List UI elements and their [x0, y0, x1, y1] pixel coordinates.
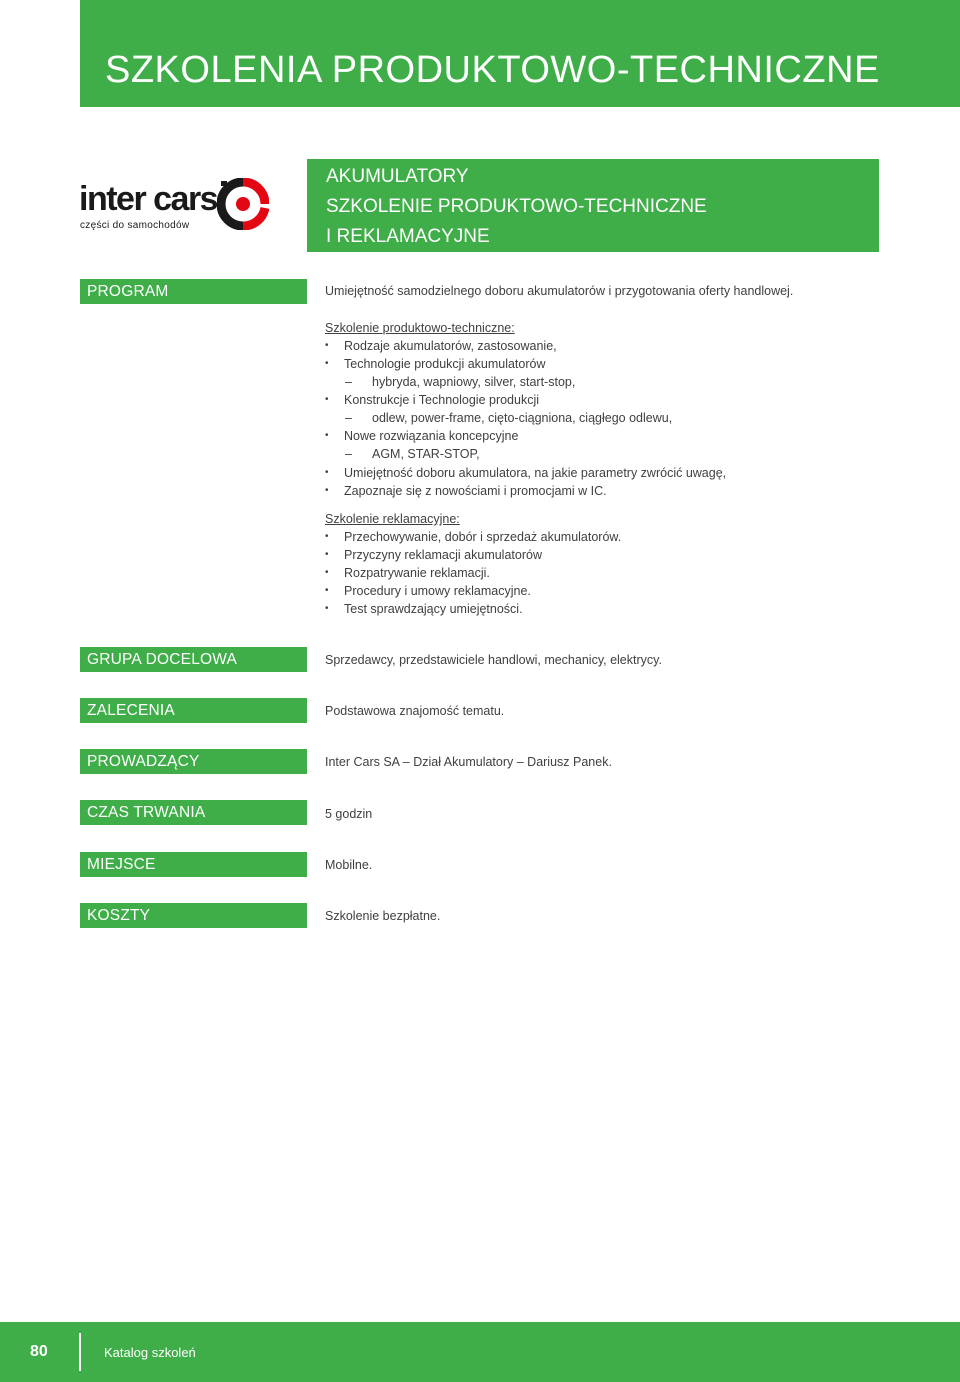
label-location-text: MIEJSCE — [87, 856, 156, 873]
value-target-group: Sprzedawcy, przedstawiciele handlowi, mechanicy, elektrycy. — [325, 653, 662, 667]
bullet-icon: • — [325, 358, 329, 369]
label-costs-text: KOSZTY — [87, 907, 151, 924]
label-costs — [80, 903, 307, 928]
list-item: Technologie produkcji akumulatorów — [344, 357, 546, 371]
inter-cars-logo — [79, 178, 279, 234]
label-program-text: PROGRAM — [87, 283, 169, 300]
page-title: SZKOLENIA PRODUKTOWO-TECHNICZNE — [105, 49, 880, 91]
list-subitem: AGM, STAR-STOP, — [372, 447, 480, 461]
section-heading-complaints: Szkolenie reklamacyjne: — [325, 512, 460, 526]
value-duration: 5 godzin — [325, 807, 373, 821]
bullet-icon: • — [325, 430, 329, 441]
list-item: Nowe rozwiązania koncepcyjne — [344, 429, 519, 443]
list-item: Przechowywanie, dobór i sprzedaż akumulatorów. — [344, 530, 622, 544]
bullet-icon: • — [325, 567, 329, 578]
label-trainer — [80, 749, 307, 774]
inter-cars-logo-icon — [217, 178, 269, 230]
bullet-icon: • — [325, 394, 329, 405]
list-item: Zapoznaje się z nowościami i promocjami w IC. — [344, 484, 607, 498]
list-item: Rozpatrywanie reklamacji. — [344, 566, 490, 580]
logo-wordmark: inter cars — [79, 180, 218, 218]
value-costs: Szkolenie bezpłatne. — [325, 909, 441, 923]
list-item: Test sprawdzający umiejętności. — [344, 602, 523, 616]
bullet-icon: • — [325, 531, 329, 542]
footer-label: Katalog szkoleń — [104, 1345, 196, 1360]
program-intro: Umiejętność samodzielnego doboru akumulatorów i przygotowania oferty handlowej. — [325, 284, 794, 298]
label-target-group-text: GRUPA DOCELOWA — [87, 651, 238, 668]
list-item: Umiejętność doboru akumulatora, na jakie parametry zwrócić uwagę, — [344, 466, 727, 480]
label-location — [80, 852, 307, 877]
label-duration — [80, 800, 307, 825]
bullet-icon: • — [325, 549, 329, 560]
bullet-icon: • — [325, 340, 329, 351]
section-heading-technical: Szkolenie produktowo-techniczne: — [325, 321, 515, 335]
dash-icon: – — [345, 447, 352, 461]
course-title-line-2: SZKOLENIE PRODUKTOWO-TECHNICZNE — [326, 196, 707, 217]
list-subitem: odlew, power-frame, cięto-ciągniona, ciągłego odlewu, — [372, 411, 673, 425]
dash-icon: – — [345, 411, 352, 425]
value-trainer: Inter Cars SA – Dział Akumulatory – Dariusz Panek. — [325, 755, 612, 769]
logo-tagline: części do samochodów — [80, 220, 190, 231]
course-title-line-1: AKUMULATORY — [326, 166, 469, 187]
bullet-icon: • — [325, 585, 329, 596]
dash-icon: – — [345, 375, 352, 389]
list-subitem: hybryda, wapniowy, silver, start-stop, — [372, 375, 576, 389]
label-duration-text: CZAS TRWANIA — [87, 804, 206, 821]
course-title-line-3: I REKLAMACYJNE — [326, 226, 490, 247]
label-recommendations-text: ZALECENIA — [87, 702, 175, 719]
label-trainer-text: PROWADZĄCY — [87, 753, 200, 770]
list-item: Rodzaje akumulatorów, zastosowanie, — [344, 339, 557, 353]
course-title-box — [307, 159, 879, 252]
footer-divider — [79, 1333, 81, 1371]
list-item: Przyczyny reklamacji akumulatorów — [344, 548, 542, 562]
label-target-group — [80, 647, 307, 672]
list-item: Procedury i umowy reklamacyjne. — [344, 584, 531, 598]
value-location: Mobilne. — [325, 858, 373, 872]
label-program — [80, 279, 307, 304]
bullet-icon: • — [325, 603, 329, 614]
bullet-icon: • — [325, 485, 329, 496]
page-number: 80 — [30, 1343, 48, 1360]
value-recommendations: Podstawowa znajomość tematu. — [325, 704, 505, 718]
label-recommendations — [80, 698, 307, 723]
bullet-icon: • — [325, 467, 329, 478]
list-item: Konstrukcje i Technologie produkcji — [344, 393, 540, 407]
